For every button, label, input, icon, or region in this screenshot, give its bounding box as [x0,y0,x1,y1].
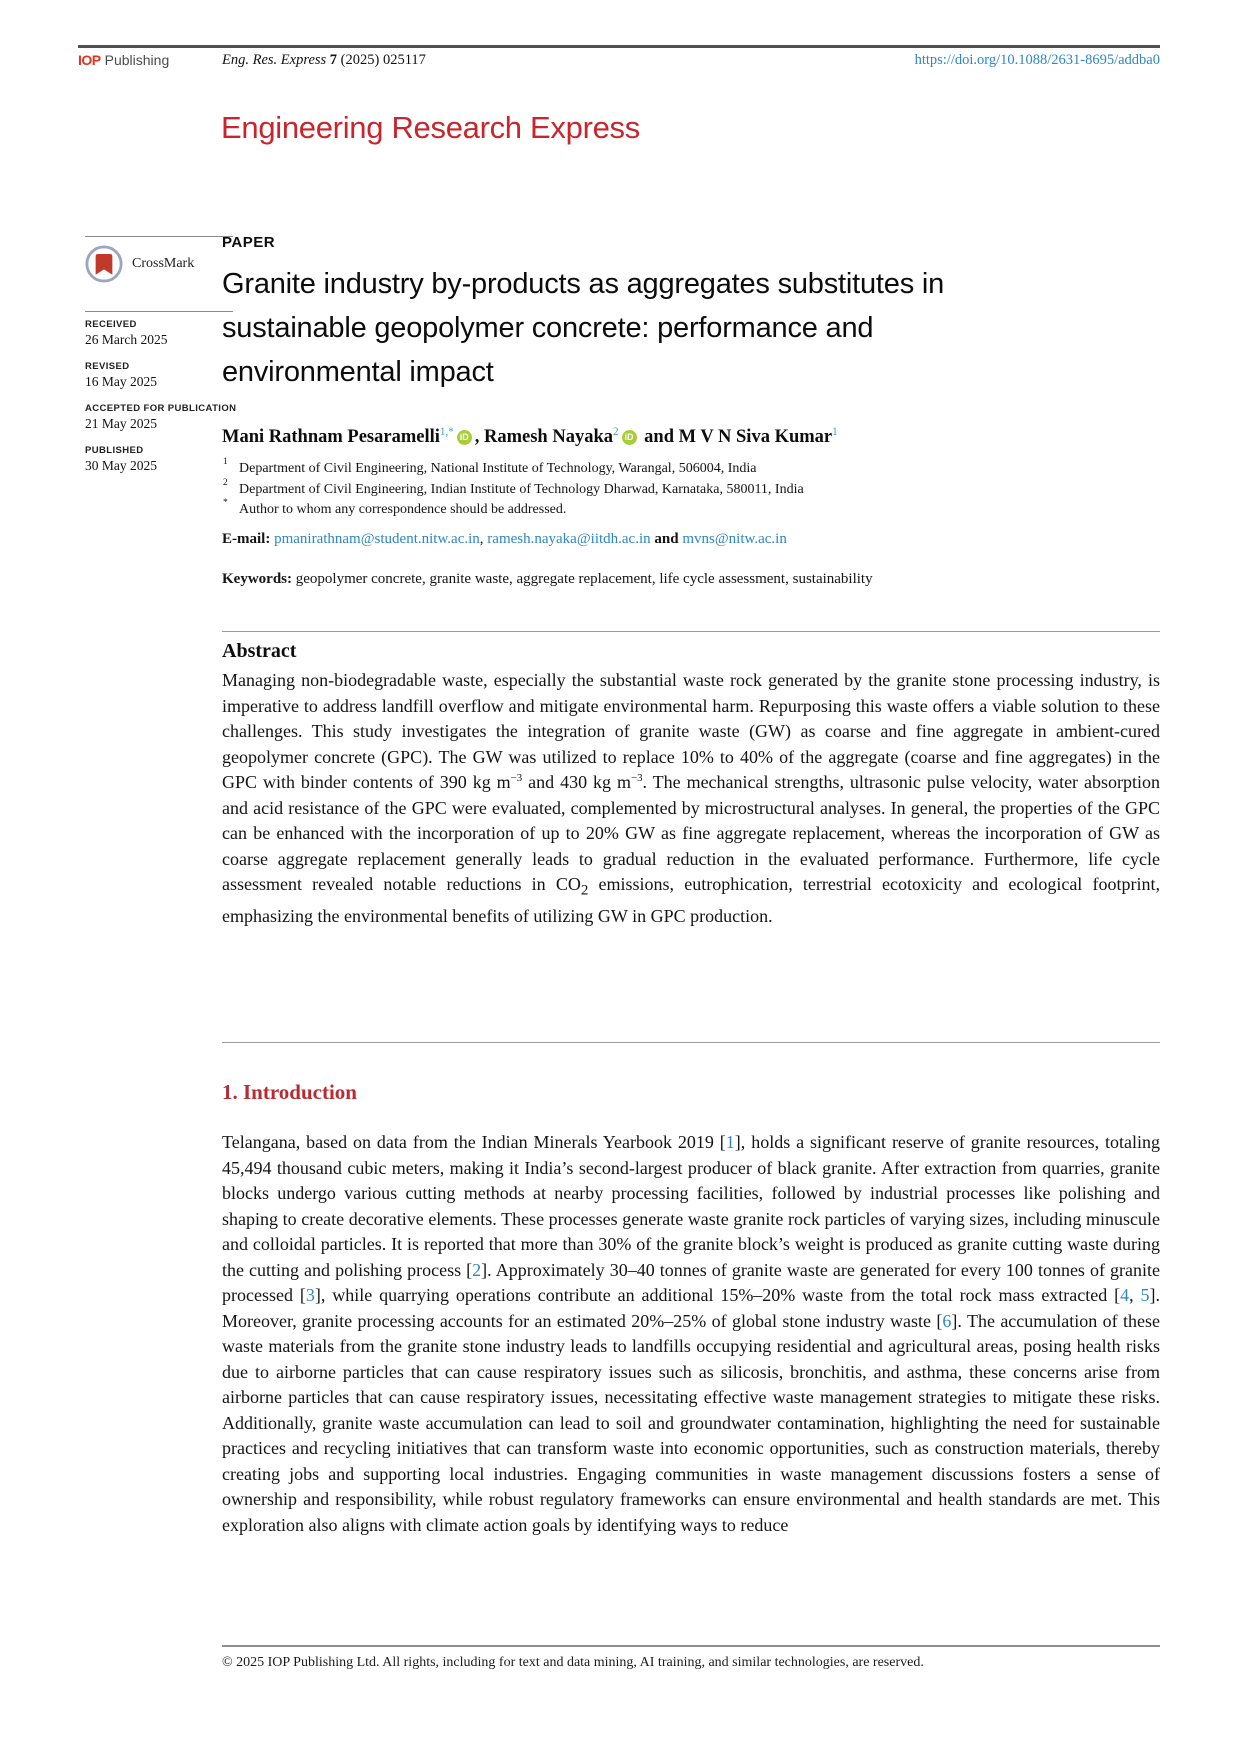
iop-logo-text: Publishing [104,52,170,68]
publication-history [85,319,237,487]
journal-title: Engineering Research Express [221,110,640,145]
crossmark-badge[interactable] [85,245,233,283]
author-line: Mani Rathnam Pesaramelli$^{1,*}$ iD , Ramesh Nayaka$^2$ iD and M V N Siva Kumar$^1$ [222,425,838,447]
article-type-label: PAPER [222,234,276,251]
text-link[interactable]: 5 [1140,1285,1150,1305]
history-received [85,319,237,348]
history-date: 26 March 2025 [85,332,168,347]
citation-journal-name: Eng. Res. Express [222,52,327,68]
history-label: REVISED [85,361,130,372]
section-heading-introduction: 1. Introduction [222,1080,357,1104]
history-date: 16 May 2025 [85,374,157,389]
orcid-icon[interactable]: iD [457,430,472,445]
journal-citation [222,52,426,69]
text-link[interactable]: pmanirathnam@student.nitw.ac.in [274,531,480,547]
abstract-heading: Abstract [222,640,297,662]
sidebar-divider-bottom [85,311,233,312]
history-date: 21 May 2025 [85,416,157,431]
history-label: RECEIVED [85,319,137,330]
text-link[interactable]: 1 [725,1132,735,1152]
text-link[interactable]: 6 [942,1310,952,1331]
email-line: E-mail: pmanirathnam@student.nitw.ac.in, ramesh.nayaka@iitdh.ac.in and mvns@nitw.ac.in [222,531,787,547]
history-label: ACCEPTED FOR PUBLICATION [85,403,237,414]
introduction-text: Telangana, based on data from the Indian Minerals Yearbook 2019 [1], holds a significant reserve of granite resources, totaling 45,494 thousand cubic meters, making it India’s second-largest producer of black granite. After extraction from quarries, granite blocks undergo various cutting methods at nearby processing facilities, followed by industrial processes like polishing and shaping to create decorative elements. These processes generate waste granite rock particles of varying sizes, including minuscule and colloidal particles. It is reported that more than 30% of the granite block’s weight is produced as granite cutting waste during the cutting and polishing process [2]. Approximately 30–40 tonnes of granite waste are generated for every 100 tonnes of granite processed [3], while quarrying operations contribute an additional 15%–20% waste from the total rock mass extracted [4, 5]. Moreover, granite processing accounts for an estimated 20%–25% of global stone industry waste [6]. The accumulation of these waste materials from the granite stone industry leads to landfills occupying residential and agricultural areas, posing health risks due to airborne particles that can cause respiratory issues such as silicosis, bronchitis, and asthma, these concerns arise from airborne particles that can cause respiratory issues, necessitating effective waste management strategies to mitigate these risks. Additionally, granite waste accumulation can lead to soil and groundwater contamination, highlighting the need for sustainable practices and recycling initiatives that can transform waste into economic opportunities, such as construction materials, thereby creating jobs and supporting local industries. Engaging communities in waste management discussions fosters a sense of ownership and responsibility, while robust regulatory frameworks can ensure environmental and health standards are met. This exploration also aligns with climate action goals by identifying ways to reduce [222,1132,1161,1535]
history-revised [85,361,237,390]
affiliation-text: Department of Civil Engineering, Indian Institute of Technology Dharwad, Karnataka, 580011, India [239,481,804,497]
text-link[interactable]: ramesh.nayaka@iitdh.ac.in [487,531,651,547]
text-link[interactable]: 4 [1120,1285,1130,1305]
footer-divider [222,1645,1160,1647]
history-label: PUBLISHED [85,445,144,456]
history-accepted [85,403,237,432]
keywords-line: Keywords: geopolymer concrete, granite waste, aggregate replacement, life cycle assessment, sustainability [222,571,873,587]
text-link[interactable]: 3 [305,1285,315,1305]
iop-publishing-logo [78,52,169,68]
abstract-text: Managing non-biodegradable waste, especially the substantial waste rock generated by the granite stone processing industry, is imperative to address landfill overflow and mitigate environmental harm. Repurposing this waste offers a viable solution to these challenges. This study investigates the integration of granite waste (GW) as coarse and fine aggregate in ambient-cured geopolymer concrete (GPC). The GW was utilized to replace 10% to 40% of the aggregate (coarse and fine aggregates) in the GPC with binder contents of 390 kg $m^{-3}$ and 430 kg $m^{-3}$. The mechanical strengths, ultrasonic pulse velocity, water absorption and acid resistance of the GPC were evaluated, complemented by microstructural analyses. In general, the properties of the GPC can be enhanced with the incorporation of up to 20% GW as fine aggregate replacement, whereas the incorporation of GW as coarse aggregate replacement generally leads to gradual reduction in the evaluated performance. Furthermore, life cycle assessment revealed notable reductions in $CO_2$ emissions, eutrophication, terrestrial ecotoxicity and ecological footprint, emphasizing the environmental benefits of utilizing GW in GPC production. [222,670,1160,927]
history-date: 30 May 2025 [85,458,157,473]
text-link[interactable]: mvns@nitw.ac.in [682,531,787,547]
abstract-divider-bottom [222,1042,1160,1043]
iop-logo-mark: IOP [78,52,101,68]
affiliation-text: Author to whom any correspondence should be addressed. [239,502,567,517]
affiliation-text: Department of Civil Engineering, National Institute of Technology, Warangal, 506004, India [239,461,757,476]
header-divider [78,45,1160,48]
orcid-icon[interactable]: iD [622,430,637,445]
copyright-notice: © 2025 IOP Publishing Ltd. All rights, including for text and data mining, AI training, and similar technologies, are reserved. [222,1655,924,1670]
history-published [85,445,237,474]
affiliation: 2 Department of Civil Engineering, Indian Institute of Technology Dharwad, Karnataka, 580011, India [223,477,804,497]
affiliation-corresponding-note: * Author to whom any correspondence should be addressed. [223,498,567,517]
article-title: Granite industry by-products as aggregates substitutes in sustainable geopolymer concrete: performance and environmental impact [222,268,945,388]
doi-link[interactable]: https://doi.org/10.1088/2631-8695/addba0 [914,52,1160,68]
citation-issue-info: (2025) 025117 [337,52,426,68]
affiliation: 1 Department of Civil Engineering, National Institute of Technology, Warangal, 506004, India [223,457,757,476]
sidebar-divider-top [85,236,233,237]
citation-volume: 7 [329,52,338,68]
text-link[interactable]: 2 [472,1259,482,1280]
crossmark-icon [85,245,123,283]
affiliations [222,459,1160,521]
abstract-divider-top [222,631,1160,632]
crossmark-label: CrossMark [132,256,195,271]
